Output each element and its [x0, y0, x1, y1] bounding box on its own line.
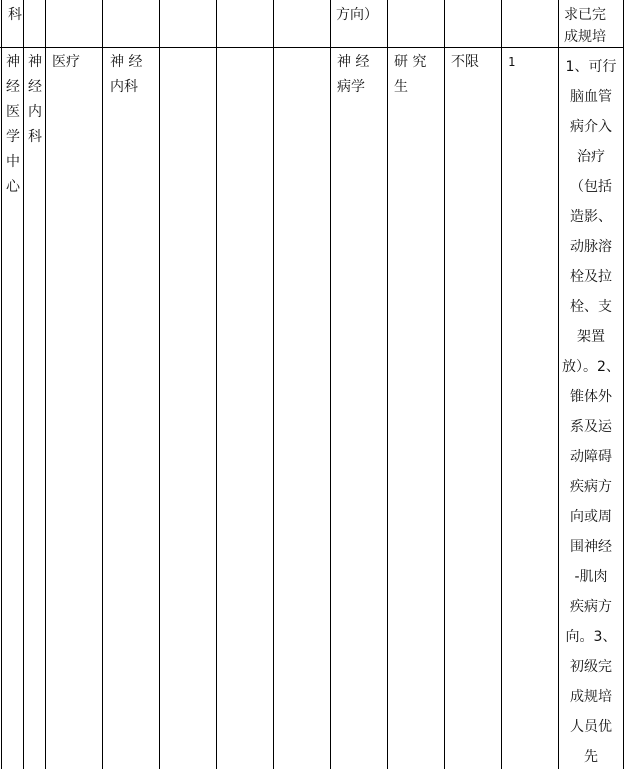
requirements-line: 1、可行	[565, 59, 617, 75]
department-center-char: 学	[6, 129, 20, 145]
requirements-line: 成规培	[570, 689, 612, 705]
department-center-char: 神	[6, 54, 20, 70]
requirements-line: 病介入	[570, 119, 612, 135]
requirements-line: 向或周	[570, 509, 612, 525]
requirements-line: 架置	[577, 329, 605, 345]
grid-line	[501, 0, 502, 769]
department-char: 内	[28, 104, 42, 120]
requirements-line: 锥体外	[570, 389, 612, 405]
requirements-line: 栓、支	[570, 299, 612, 315]
requirements-line: 放）。2、	[562, 359, 620, 375]
department-char: 经	[28, 79, 42, 95]
requirements-line: 初级完	[570, 659, 612, 675]
grid-line	[387, 0, 388, 769]
requirements-line: 脑血管	[570, 89, 612, 105]
requirements-line: 人员优	[570, 719, 612, 735]
department-center-cell	[3, 50, 23, 200]
department-char: 神	[28, 54, 42, 70]
department-center-char: 经	[6, 79, 20, 95]
row-separator	[0, 47, 624, 48]
header-col7-text: 方向）	[336, 7, 378, 23]
major-line2: 病学	[337, 79, 365, 95]
requirements-line: 动脉溶	[570, 239, 612, 255]
requirements-line: 疾病方	[570, 479, 612, 495]
grid-line	[444, 0, 445, 769]
grid-line	[23, 0, 24, 769]
requirements-line: 系及运	[570, 419, 612, 435]
count-cell: 1	[508, 55, 516, 69]
requirements-line: 向。3、	[565, 629, 617, 645]
grid-line	[1, 0, 2, 769]
category-cell: 医疗	[52, 54, 80, 70]
header-col1-text: 科	[8, 7, 22, 23]
education-line2: 生	[394, 79, 408, 95]
limit-cell: 不限	[451, 54, 479, 70]
post-line2: 内科	[110, 79, 138, 95]
requirements-line: -肌肉	[574, 569, 608, 585]
requirements-line: 动障碍	[570, 449, 612, 465]
grid-line	[273, 0, 274, 769]
major-line1: 神 经	[337, 54, 370, 70]
grid-line	[216, 0, 217, 769]
requirements-line: 造影、	[570, 209, 612, 225]
department-center-char: 心	[6, 179, 20, 195]
requirements-line: 栓及拉	[570, 269, 612, 285]
requirements-cell	[559, 52, 623, 769]
grid-line	[159, 0, 160, 769]
department-char: 科	[28, 129, 42, 145]
header-col11-line2: 成规培	[564, 29, 606, 45]
grid-line	[330, 0, 331, 769]
grid-line	[45, 0, 46, 769]
requirements-line: 治疗	[577, 149, 605, 165]
requirements-line: 围神经	[570, 539, 612, 555]
post-line1: 神 经	[110, 54, 143, 70]
header-col11-line1: 求已完	[564, 7, 606, 23]
department-center-char: 中	[6, 154, 20, 170]
requirements-line: 先	[584, 749, 598, 765]
requirements-line: （包括	[570, 179, 612, 195]
department-cell	[25, 50, 45, 150]
grid-line	[623, 0, 624, 769]
department-center-char: 医	[6, 104, 20, 120]
education-line1: 研 究	[394, 54, 427, 70]
requirements-line: 疾病方	[570, 599, 612, 615]
grid-line	[102, 0, 103, 769]
